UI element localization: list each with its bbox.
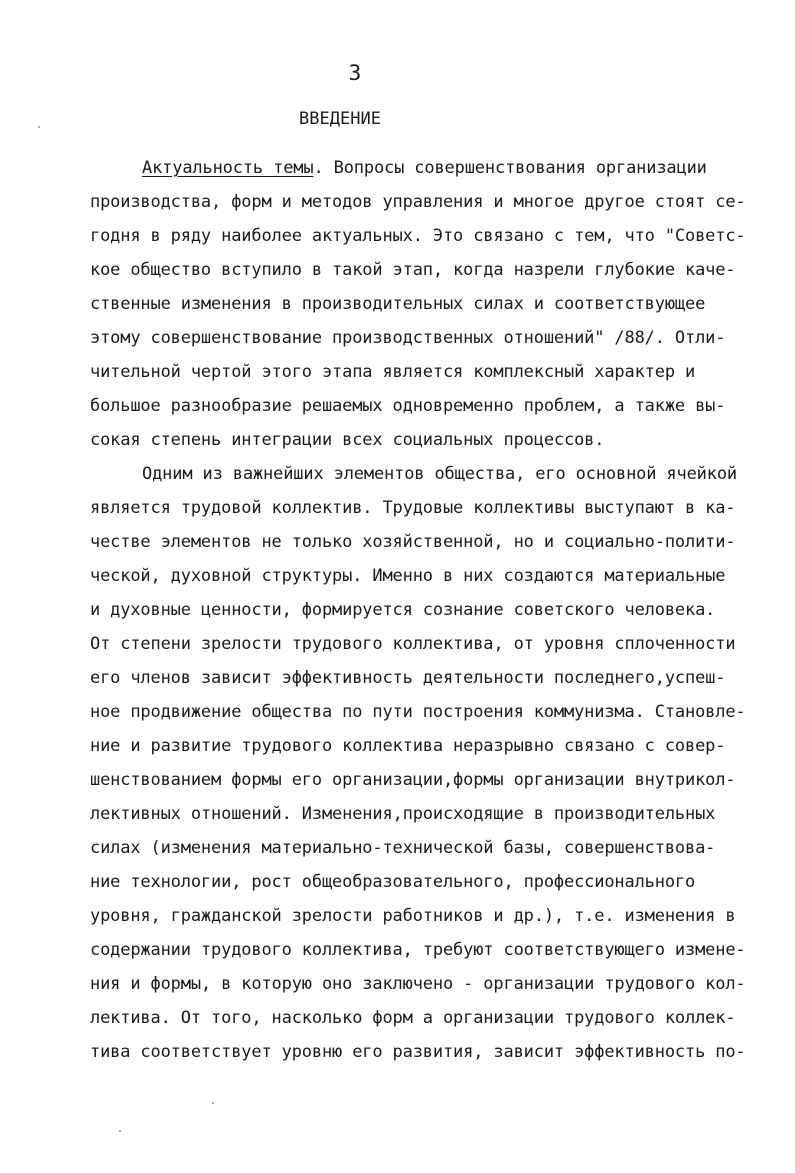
scan-speck xyxy=(119,1130,121,1132)
paragraph-1-line-2: производства, форм и методов управления и многое другое стоят се- xyxy=(90,192,746,212)
paragraph-2-line-1: Одним из важнейших элементов общества, его основной ячейкой xyxy=(142,464,738,484)
paragraph-2-line-11: лективных отношений. Изменения,происходящие в производительных xyxy=(90,804,716,824)
paragraph-2-line-5: и духовные ценности, формируется сознание советского человека. xyxy=(90,600,716,620)
paragraph-1-line-9: сокая степень интеграции всех социальных процессов. xyxy=(90,430,605,450)
paragraph-2-line-16: ния и формы, в которую оно заключено - организации трудового кол- xyxy=(90,974,746,994)
paragraph-1-line-1 xyxy=(90,151,770,185)
paragraph-1-line-7: чительной чертой этого этапа является комплексный характер и xyxy=(90,362,696,382)
paragraph-2-line-14: уровня, гражданской зрелости работников и др.), т.е. изменения в xyxy=(90,906,736,926)
paragraph-2-line-13: ние технологии, рост общеобразовательного, профессионального xyxy=(90,872,696,892)
paragraph-2-line-2: является трудовой коллектив. Трудовые коллективы выступают в ка- xyxy=(90,498,736,518)
paragraph-1-line-5: ственные изменения в производительных силах и соответствующее xyxy=(90,294,706,314)
topic-relevance-lead: Актуальность темы xyxy=(142,158,314,178)
paragraph-2-line-9: ние и развитие трудового коллектива неразрывно связано с совер- xyxy=(90,736,726,756)
paragraph-2-line-17: лектива. От того, насколько форм а организации трудового коллек- xyxy=(90,1008,736,1028)
paragraph-1-line-3: годня в ряду наиболее актуальных. Это связано с тем, что "Советс- xyxy=(90,226,746,246)
paragraph-2-line-3: честве элементов не только хозяйственной, но и социально-полити- xyxy=(90,532,736,552)
page-number: 3 xyxy=(348,61,362,85)
paragraph-2-line-10: шенствованием формы его организации,формы организации внутрикол- xyxy=(90,770,736,790)
paragraph-2-line-15: содержании трудового коллектива, требуют соответствующего измене- xyxy=(90,940,746,960)
paragraph-2-line-8: ное продвижение общества по пути построения коммунизма. Становле- xyxy=(90,702,746,722)
section-heading: ВВЕДЕНИЕ xyxy=(299,109,381,129)
paragraph-2-line-18: тива соответствует уровню его развития, зависит эффективность по- xyxy=(90,1042,746,1062)
paragraph-1-line-6: этому совершенствование производственных отношений" /88/. Отли- xyxy=(90,328,726,348)
paragraph-2-line-4: ческой, духовной структуры. Именно в них создаются материальные xyxy=(90,566,726,586)
paragraph-1-line-1-rest: . Вопросы совершенствования организации xyxy=(313,158,707,178)
paragraph-2-line-6: От степени зрелости трудового коллектива, от уровня сплоченности xyxy=(90,634,736,654)
paragraph-2-line-7: его членов зависит эффективность деятельности последнего,успеш- xyxy=(90,668,726,688)
paragraph-2-line-12: силах (изменения материально-технической базы, совершенствова- xyxy=(90,838,716,858)
paragraph-1-line-4: кое общество вступило в такой этап, когда назрели глубокие каче- xyxy=(90,260,736,280)
scan-speck xyxy=(212,1102,214,1104)
paragraph-1-line-8: большое разнообразие решаемых одновременно проблем, а также вы- xyxy=(90,396,726,416)
scan-speck xyxy=(38,126,40,128)
